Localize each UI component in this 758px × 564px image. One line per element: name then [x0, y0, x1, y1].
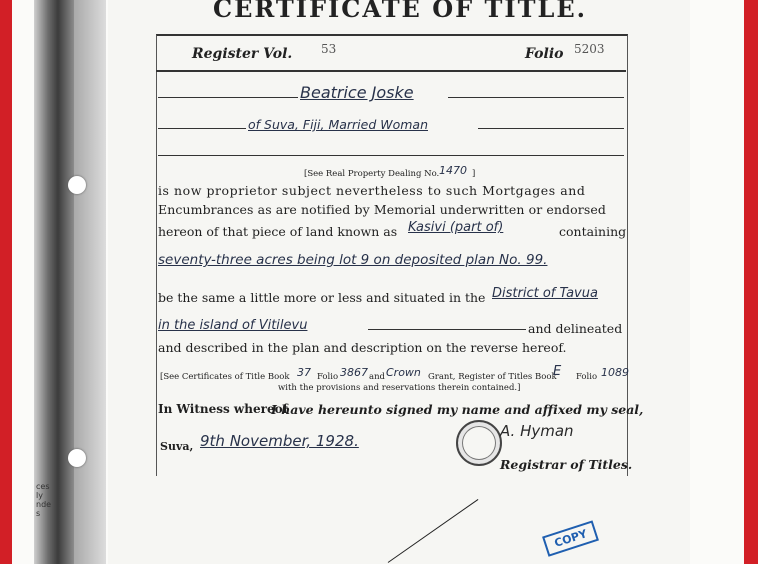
register-vol-label: Register Vol. [192, 46, 293, 62]
right-red-border [744, 0, 758, 564]
header-rule [156, 70, 626, 72]
blank-rule [158, 155, 624, 156]
body-line-1: is now proprietor subject nevertheless to such Mortgages and [158, 183, 586, 198]
registrar-signature: A. Hyman [500, 422, 574, 440]
registrar-title: Registrar of Titles. [500, 457, 633, 472]
date-place: Suva, [160, 440, 194, 453]
dealing-label: [See Real Property Dealing No. [304, 169, 440, 179]
punch-hole-bottom [68, 449, 86, 467]
cert-folio: 3867 [340, 366, 368, 379]
cert-book: 37 [297, 366, 311, 379]
body-line-2: Encumbrances as are notified by Memorial underwritten or endorsed [158, 202, 606, 217]
witness-text: I have hereunto signed my name and affixed my seal, [271, 402, 644, 417]
body-line-5-pre: be the same a little more or less and situated in the [158, 290, 486, 305]
binding-shadow [34, 0, 74, 564]
island-rule [368, 329, 526, 330]
owner-rule-right [448, 97, 624, 98]
island: in the island of Vitilevu [158, 318, 308, 333]
desc-rule-right [478, 128, 624, 129]
certificate-title: CERTIFICATE OF TITLE. [213, 0, 587, 23]
scanned-page [12, 0, 744, 564]
cert-folio-label: Folio [317, 372, 339, 382]
cert-folio-2: 1089 [601, 366, 629, 379]
cert-crown: Crown [386, 366, 421, 379]
registrar-seal [456, 420, 502, 466]
body-line-7: and described in the plan and description on the reverse hereof. [158, 340, 567, 355]
land-area: seventy-three acres being lot 9 on deposited plan No. 99. [158, 252, 548, 268]
body-line-3-pre: hereon of that piece of land known as [158, 224, 398, 239]
owner-name: Beatrice Joske [300, 83, 414, 102]
body-line-6-post: and delineated [528, 321, 623, 336]
cancellation-line [388, 499, 479, 563]
copy-stamp: COPY [542, 520, 599, 556]
desc-rule-left [158, 128, 246, 129]
punch-hole-top [68, 176, 86, 194]
folio-value: 5203 [574, 42, 605, 56]
cert-ref-pre: [See Certificates of Title Book [160, 372, 290, 382]
left-red-border [0, 0, 12, 564]
land-name: Kasivi (part of) [408, 220, 504, 235]
witness-gothic: In Witness whereof [158, 402, 288, 416]
owner-rule-left [158, 97, 298, 98]
certificate-document [108, 0, 690, 564]
folio-label: Folio [525, 46, 564, 62]
register-vol-value: 53 [321, 42, 337, 56]
cert-and: and [369, 372, 385, 382]
dealing-number: 1470 [439, 164, 467, 177]
district: District of Tavua [492, 286, 598, 301]
cert-grant: Grant, Register of Titles Book [428, 372, 557, 382]
body-line-3-post: containing [559, 224, 627, 239]
cert-ref-line-2: with the provisions and reservations therein contained.] [278, 383, 521, 393]
page-margin-strip [74, 0, 106, 564]
dealing-close: ] [472, 169, 476, 179]
owner-description: of Suva, Fiji, Married Woman [248, 117, 428, 132]
margin-scribble: ces ly nde s [36, 482, 52, 518]
cert-folio2-label: Folio [576, 372, 598, 382]
date-value: 9th November, 1928. [200, 432, 359, 450]
cert-book-2: E [553, 364, 562, 379]
